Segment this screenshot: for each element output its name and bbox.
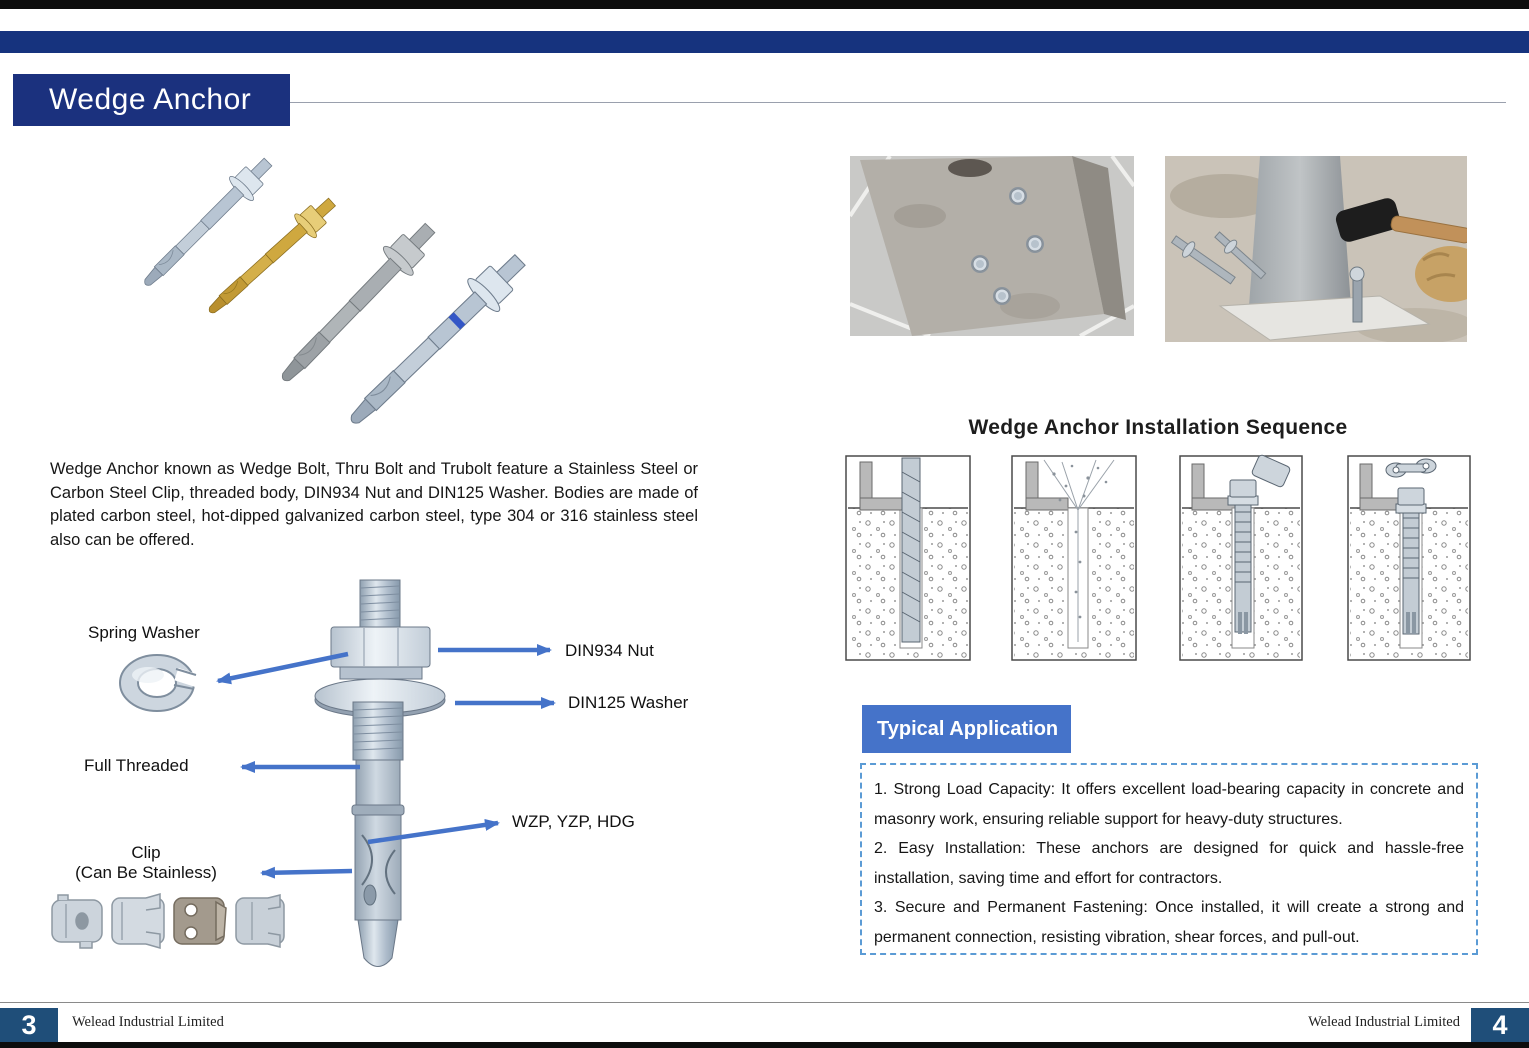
label-din934-nut: DIN934 Nut bbox=[565, 641, 654, 660]
application-item-2: 2. Easy Installation: These anchors are designed for quick and hassle-free installation, saving time and effort for contractors. bbox=[874, 840, 1464, 887]
clip-photos bbox=[46, 888, 291, 954]
label-full-threaded: Full Threaded bbox=[84, 756, 189, 775]
page-number-right: 4 bbox=[1471, 1008, 1529, 1042]
label-din125-washer: DIN125 Washer bbox=[568, 693, 689, 712]
wedge-anchor-detail-photo bbox=[300, 550, 490, 980]
hammer-installation-photo bbox=[1165, 156, 1467, 342]
top-navy-bar bbox=[0, 31, 1529, 53]
intro-paragraph: Wedge Anchor known as Wedge Bolt, Thru Bolt and Trubolt feature a Stainless Steel or Carbon Steel Clip, threaded body, DIN934 Nut and DIN125 Washer. Bodies are made of plated carbon steel, hot-dipped galvanized carbon steel, type 304 or 316 stainless steel also can be offered. bbox=[50, 460, 698, 549]
label-clip bbox=[58, 843, 234, 883]
label-spring-washer: Spring Washer bbox=[88, 623, 200, 642]
page-title: Wedge Anchor bbox=[13, 74, 290, 126]
application-item-3: 3. Secure and Permanent Fastening: Once installed, it will create a strong and permanent connection, resisting vibration, shear forces, and pull-out. bbox=[874, 899, 1464, 946]
spring-washer-photo bbox=[110, 645, 205, 720]
page-number-left: 3 bbox=[0, 1008, 58, 1042]
label-clip-line1: Clip bbox=[131, 843, 161, 862]
footer-rule bbox=[0, 1002, 1529, 1003]
title-rule bbox=[290, 102, 1506, 103]
footer-company-right: Welead Industrial Limited bbox=[1308, 1014, 1460, 1030]
top-black-bar bbox=[0, 0, 1529, 9]
typical-application-box bbox=[860, 763, 1478, 955]
application-item-1: 1. Strong Load Capacity: It offers excellent load-bearing capacity in concrete and masonry work, ensuring reliable support for heavy-duty structures. bbox=[874, 781, 1464, 828]
step-tighten-nut-icon bbox=[1348, 456, 1470, 660]
installation-sequence-title: Wedge Anchor Installation Sequence bbox=[968, 416, 1348, 439]
label-clip-line2: (Can Be Stainless) bbox=[75, 863, 217, 882]
label-finishes: WZP, YZP, HDG bbox=[512, 812, 635, 831]
installation-sequence-diagrams bbox=[840, 452, 1480, 667]
step-drill-hole-icon bbox=[846, 456, 970, 660]
footer-company-left: Welead Industrial Limited bbox=[72, 1014, 224, 1030]
anchor-zinc-2 bbox=[337, 244, 535, 438]
bottom-black-bar bbox=[0, 1042, 1529, 1048]
wedge-anchors-photo bbox=[100, 140, 570, 450]
concrete-block-photo bbox=[850, 156, 1134, 336]
typical-application-heading: Typical Application bbox=[862, 705, 1071, 753]
step-clean-hole-icon bbox=[1012, 456, 1136, 660]
step-hammer-anchor-icon bbox=[1180, 454, 1302, 660]
